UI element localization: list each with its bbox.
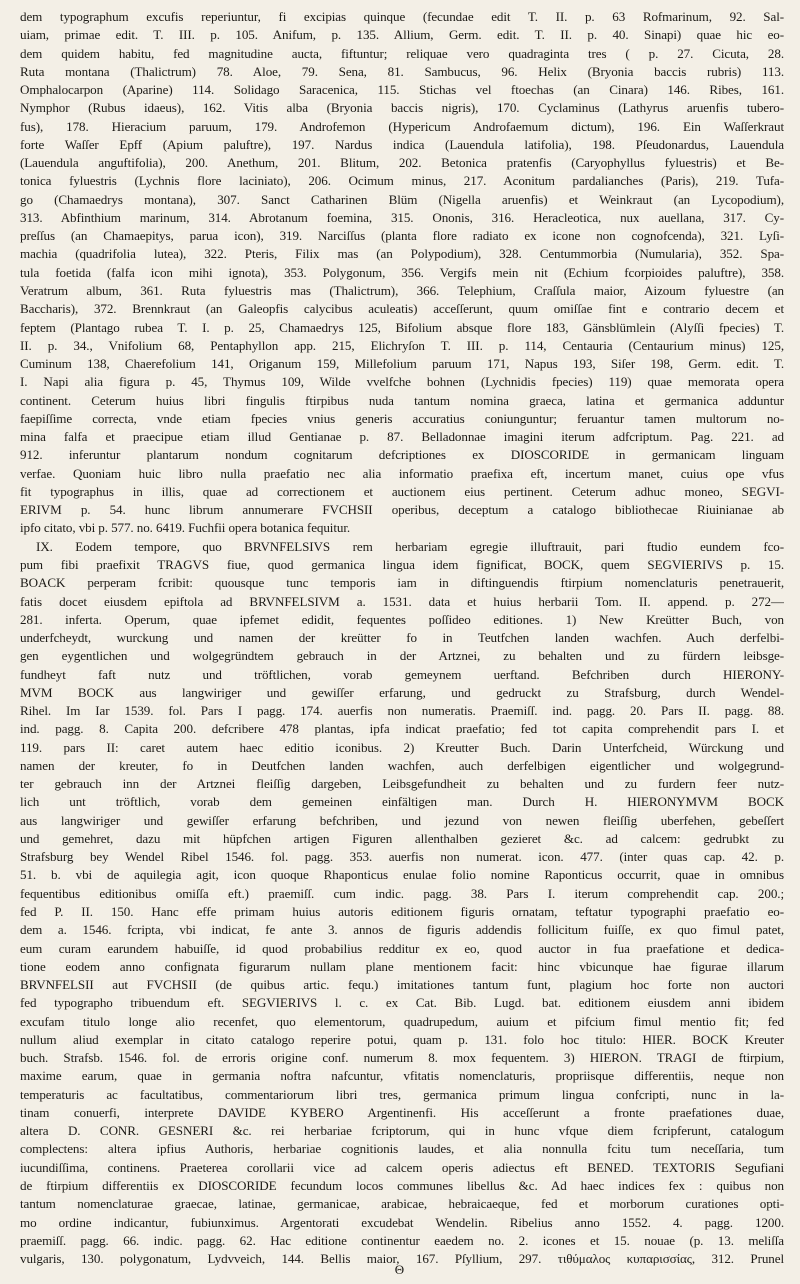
text-line: 51. b. vbi de aquilegia agit, icon quoque Rhaponticus enulae folio nomine Raponticus occurrit, quae in omnibus (20, 867, 784, 883)
text-line: continent. Ceterum huius libri fingulis ftirpibus nuda tantum nomina graeca, latina et germanica adduntur (20, 392, 784, 408)
text-line: tonica fyluestris (Lychnis flore laciniato), 206. Ocimum minus, 217. Aconitum pardalianches (Paris), 219. Tufa- (20, 173, 784, 189)
text-line: fequentibus editionibus omiſſa eft.) praemiſſ. cum indic. pagg. 38. Pars I. iterum comprehendit cap. 200.; (20, 885, 784, 901)
text-line: dem typographum excufis reperiuntur, fi excipias quinque (fecundae edit T. II. p. 63 Rofmarinum, 92. Sal- (20, 9, 784, 24)
text-line: gen eygentlichen und wolgegründtem gebrauch in der Artznei, zu behalten und zu fürdern leibsge- (20, 648, 784, 664)
text-line: fundheyt faft nutz und tröftlichen, vorab gemeynem uerftand. Befchriben durch HIERONY- (20, 666, 784, 682)
text-line: II. p. 34., Vnifolium 68, Pentaphyllon app. 215, Elichryſon T. III. p. 114, Centauria (Centaurium minus) 125, (20, 337, 784, 353)
text-line: tinam conuerfi, interprete DAVIDE KYBERO Argentinenfi. His acceſſerunt a fronte praefationes duae, (20, 1104, 784, 1120)
text-line: temperaturis ac facultatibus, commentariorum libri tres, germanica primum lingua confcripti, nunc in la- (20, 1086, 784, 1102)
text-line: uiam, primae edit. T. III. p. 105. Anifum, p. 135. Allium, Germ. edit. T. II. p. 40. Sinapi) quae hic eo- (20, 27, 784, 43)
text-line: BOACK perperam fcribit: quousque tunc temporis iam in diftinguendis ftirpium nomenclaturis penetrauerit, (20, 575, 784, 591)
text-line: tula foetida (falfa icon mihi ignota), 353. Polygonum, 356. Vergifs mein nit (Echium fcorpioides paluftre), 358. (20, 264, 784, 280)
text-line: Omphalocarpon (Aparine) 114. Solidago Saracenica, 115. Stichas vel ftoechas (an Cinara) 146. Ribes, 161. (20, 82, 784, 98)
text-line: Strafsburg bey Wendel Ribel 1546. fol. pagg. 353. auerfis non numerat. icon. 477. (inter quas cap. 42. p. (20, 849, 784, 865)
text-line: mo ordine indicantur, fubiunximus. Argentorati excudebat Wendelin. Ribelius anno 1552. 4. pagg. 1200. (20, 1214, 784, 1230)
text-line: dem quidem habitu, fed magnitudine aucta, fiftuntur; reliquae vero quadraginta tres ( p. 27. Cicuta, 28. (20, 45, 784, 61)
text-line: Veratrum album, 361. Ruta fyluestris mas (Thalictrum), 366. Telephium, Craſſula maior, Aizoum fyluestre (an (20, 282, 784, 298)
text-line: altera D. CONR. GESNERI &c. rei herbariae fcriptorum, qui in hunc vfque diem fcripferunt, catalogum (20, 1123, 784, 1139)
text-line: Rihel. Im Iar 1539. fol. Pars I pagg. 174. auerfis non numeratis. Praemiſſ. ind. pagg. 20. Pars II. pagg. 88. (20, 703, 784, 719)
text-line: complectens: altera ipfius Authoris, herbariae cognitionis laudes, et alia nonnulla fcitu tum neceſſaria, tum (20, 1141, 784, 1157)
text-line: Baccharis), 372. Brennkraut (an Galeopfis calycibus aculeatis) acceſſerunt, quum omiſſae fint e contrario decem et (20, 301, 784, 317)
text-line: IX. Eodem tempore, quo BRVNFELSIVS rem herbariam egregie illuftrauit, pari ftudio eundem fco- (36, 538, 784, 554)
text-line: dem a. 1546. fcripta, vbi indicat, fe ante 3. annos de figuris addendis follicitum fuiſſe, ex quo fimul patet, (20, 922, 784, 938)
text-line: tantum nomenclaturae graecae, latinae, germanicae, arabicae, hebraicaeque, fed et morborum curationes opti- (20, 1196, 784, 1212)
text-line: MVM BOCK aus langwiriger und gewiſſer erfarung, und gedruckt zu Strafsburg, durch Wendel- (20, 684, 784, 700)
text-line: vulgaris, 130. polygonatum, Lydvveich, 144. Bellis maior, 167. Pſyllium, 297. τιθύμαλος κυπαρισσίας, 312. Prunel (20, 1251, 784, 1267)
text-line: Nymphor (Rubus idaeus), 162. Vitis alba (Bryonia baccis nigris), 170. Cyclaminus (Lathyrus aruenfis tubero- (20, 100, 784, 116)
text-line: tione eodem anno confignata figurarum nullam plane mentionem facit: hinc vbicunque hae figurae illarum (20, 958, 784, 974)
text-line: pum fibi praefixit TRAGVS fiue, quod germanica lingua idem fignificat, BOCK, quem SEGVIERIVS p. 15. (20, 556, 784, 572)
text-line: verfae. Quoniam huic libro nulla praefatio nec alia informatio praefixa eft, incertum manet, cuius ope vfus (20, 465, 784, 481)
text-line: nullum aliud exemplar in citato catalogo reperire potui, quam p. 131. folo hoc titulo: HIER. BOCK Kreuter (20, 1031, 784, 1047)
text-line: fus), 178. Hieracium paruum, 179. Androfemon (Hypericum Androfaemum dictum), 196. Ein Waſſerkraut (20, 118, 784, 134)
text-line: fatis docet eiusdem epiftola ad BRVNFELSIVM a. 1531. data et huius herbarii Tom. II. append. p. 272— (20, 593, 784, 609)
text-line: 912. inferuntur plantarum nondum cognitarum defcriptiones ex DIOSCORIDE in germanicam linguam (20, 447, 784, 463)
text-line: feptem (Plantago rubea T. I. p. 25, Chamaedrys 125, Bifolium absque flore 183, Gänsblümlein (Alyſſi fpecies) T. (20, 319, 784, 335)
text-line: buch. Strafsb. 1546. fol. de erroris origine conf. numerum 8. mox fequentem. 3) HIERON. TRAGI de ftirpium, (20, 1050, 784, 1066)
text-line: Ruta montana (Thalictrum) 78. Aloe, 79. Sena, 81. Sambucus, 96. Helix (Bryonia baccis rubris) 113. (20, 63, 784, 79)
text-line: fit typographus in illis, quae ad correctionem et auctionem eius pertinent. Ceterum adhuc moneo, SEGVI- (20, 483, 784, 499)
text-line: aus langwiriger und gewiſſer erfarung befchriben, und jezund von newen fleiſſig uberfehen, gebeſſert (20, 812, 784, 828)
text-line: fed typographo tribuendum eft. SEGVIERIVS l. c. ex Cat. Bib. Lugd. bat. editionem eiusdem anni ibidem (20, 995, 784, 1011)
text-block (20, 8, 784, 1268)
text-line: fed P. II. 150. Hanc effe primam huius autoris editionem figuris ornatam, teftatur typographi praefatio eo- (20, 904, 784, 920)
text-line: machia (quadrifolia lutea), 322. Pteris, Filix mas (an Polypodium), 328. Centummorbia (Numularia), 352. Spa- (20, 246, 784, 262)
text-line: praemiſſ. pagg. 66. indic. pagg. 62. Hac editione continentur eaedem no. 2. icones et 15. nouae (p. 13. meliſſa (20, 1232, 784, 1248)
text-line: 281. inferta. Operum, quae ipfemet edidit, fequentes poſſideo editiones. 1) New Kreütter Buch, von (20, 611, 784, 627)
text-line: I. Napi alia figura p. 45, Thymus 109, Wilde vvelfche bohnen (Lychnidis fpecies) 119) quae memorata opera (20, 374, 784, 390)
text-line: faepiſſime correcta, vnde etiam fpecies vnius generis accuratius coniunguntur; feruantur tamen multorum no- (20, 410, 784, 426)
text-line: und gemehret, dazu mit hüpfchen artigen Figuren allenthalben gezieret &c. ad calcem: gedrubkt zu (20, 830, 784, 846)
text-line: lich unt tröftlich, vorab dem gemeinen einfältigen man. Durch H. HIERONYMVM BOCK (20, 794, 784, 810)
text-line: de ftirpium differentiis ex DIOSCORIDE fecundum locos communes libellus &c. Ad haec indices fex : quibus non (20, 1178, 784, 1193)
text-line: forte Waſſer Epff (Apium paluftre), 197. Nardus indica (Lauendula latifolia), 198. Pſeudonardus, Lauendula (20, 136, 784, 152)
text-line: maxime earum, quae in germania noftra nafcuntur, vfitatis nomenclaturis, propriisque differentiis, neque non (20, 1068, 784, 1084)
text-line: ipfo citato, vbi p. 577. no. 6419. Fuchfii opera botanica fequitur. (20, 520, 351, 536)
text-line: Cuminum 138, Chaerefolium 141, Origanum 159, Millefolium paruum 171, Napus 193, Siſer 198, Germ. edit. T. (20, 356, 784, 372)
text-line: 313. Abfinthium marinum, 314. Abrotanum foemina, 315. Ononis, 316. Heracleotica, nux auellana, 317. Cy- (20, 209, 784, 225)
text-line: BRVNFELSII aut FVCHSII (de quibus artic. fequ.) imitationes tantum funt, plagium hoc forte non auctori (20, 977, 784, 993)
text-line: go (Chamaedrys montana), 307. Sanct Catharinen Blüm (Nigella aruenfis) et Weinkraut (an Lycopodium), (20, 191, 784, 207)
text-line: underfcheydt, wurckung und namen der kreütter fo in Teutfchen landen wachfen. Auch derfelbi- (20, 630, 784, 646)
text-line: ind. pagg. 8. Capita 200. defcribere 478 plantas, ipfa indicat praefatio; fed tot capita comprehendit pars I. et (20, 721, 784, 737)
text-line: (Lauendula anguftifolia), 200. Anethum, 201. Blitum, 202. Betonica pratenfis (Caryophyllus fyluestris) et Be- (20, 155, 784, 171)
text-line: mina falfa et praecipue etiam illud Gentianae p. 87. Belladonnae imagini iterum adfcriptum. Pag. 221. ad (20, 429, 784, 445)
text-line: namen der kreuter, fo in Deutfchen landen wachfen, auch derfelbigen eigentlicher und wolgegrund- (20, 757, 784, 773)
text-line: ter gebrauch inn der Artznei fleiſſig dargeben, Leibsgefundheit zu behalten und zu furdern feer nutz- (20, 776, 784, 792)
text-line: eum curam earundem habuiſſe, id quod probabilius redditur ex eo, quod auctor in fua praefatione et dedica- (20, 940, 784, 956)
text-line: ERIVM p. 54. hunc librum annumerare FVCHSII operibus, deceptum a catalogo bibliothecae Riuinianae ab (20, 502, 784, 518)
signature-mark: Θ (394, 1262, 406, 1277)
text-line: excufam titulo longe alio recenfet, quo elementorum, quadrupedum, auium et pifcium fimul mentio fit; fed (20, 1013, 784, 1029)
text-line: 119. pars II: caret autem haec editio iconibus. 2) Kreutter Buch. Darin Unterfcheid, Würckung und (20, 739, 784, 755)
text-line: preſſus (an Chamaepitys, parua icon), 319. Narciſſus (planta flore radiato ex icone non cognofcenda), 321. Lyſi- (20, 228, 784, 244)
text-line: iucundiſſima, continens. Praeterea corollarii vice ad calcem operis adiectus eft BENED. TEXTORIS Segufiani (20, 1159, 784, 1175)
